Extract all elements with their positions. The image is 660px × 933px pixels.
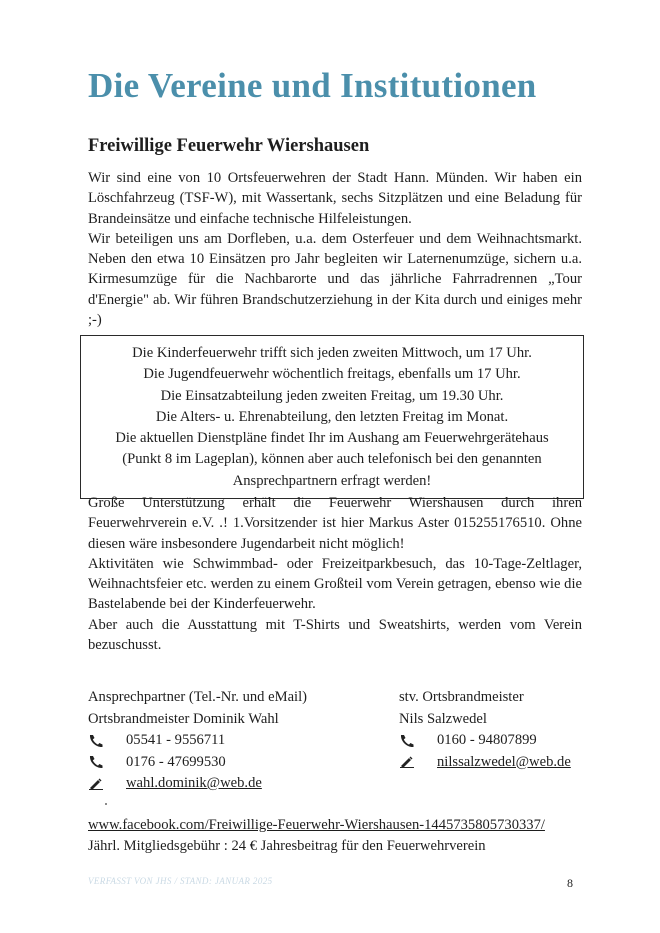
contact-heading: Ansprechpartner (Tel.-Nr. und eMail) xyxy=(88,689,308,705)
intro-paragraph-2: Wir beteiligen uns am Dorfleben, u.a. dem Osterfeuer und dem Weihnachtsmarkt. Neben den etwa 10 Einsätzen pro Jahr begleiten wir Laternenumzüge, sichern u.a. Kirmesumzüge für die Nachbarorte und das jährliche Fahrradrennen „Tour d'Energie" ab. Wir führen Brandschutzerziehung in der Kita durch und einiges mehr ;-) xyxy=(88,230,582,329)
support-text xyxy=(88,493,582,655)
schedule-line: Die Jugendfeuerwehr wöchentlich freitags, ebenfalls um 17 Uhr. xyxy=(143,366,521,383)
schedule-box xyxy=(80,335,584,499)
phone-icon xyxy=(399,734,427,748)
phone-icon xyxy=(88,755,116,769)
support-paragraph-1: Große Unterstützung erhält die Feuerwehr Wiershausen durch ihren Feuerwehrverein e.V. .! 1.Vorsitzender ist hier Markus Aster 01525517651​0. Ohne diesen wäre insbesondere Jugendarbeit nicht möglich! xyxy=(88,495,582,552)
intro-paragraph-1: Wir sind eine von 10 Ortsfeuerwehren der Stadt Hann. Münden. Wir haben ein Löschfahrzeug (TSF-W), mit Wassertank, sechs Sitzplätzen und eine Beladung für Brandeinsätze und einfache technische Hilfeleistungen. xyxy=(88,170,582,227)
schedule-line: Ansprechpartnern erfragt werden! xyxy=(232,472,432,489)
facebook-link[interactable]: www.facebook.com/Freiwillige-Feuerwehr-Wiershausen-1445735805730337/ xyxy=(88,817,545,833)
scan-speck xyxy=(105,803,107,805)
contact-row-phone-2 xyxy=(88,752,368,774)
contact-heading: stv. Ortsbrandmeister xyxy=(399,689,524,705)
phone-icon xyxy=(88,734,116,748)
phone-number: 0160 - 94807899 xyxy=(437,732,537,748)
email-link[interactable]: wahl.dominik@web.de xyxy=(126,775,262,791)
contact-row-email xyxy=(88,773,368,795)
contact-row-phone xyxy=(399,730,599,752)
footer-note: VERFASST VON JHS / STAND: JANUAR 2025 xyxy=(88,876,273,886)
page-number: 8 xyxy=(567,876,573,890)
phone-number: 0176 - 47699530 xyxy=(126,753,226,770)
phone-number: 05541 - 9556711 xyxy=(126,732,226,748)
page-title: Die Vereine und Institutionen xyxy=(88,66,537,105)
schedule-line: Die aktuellen Dienstpläne findet Ihr im Aushang am Feuerwehrgerätehaus xyxy=(115,430,549,447)
contact-row-phone-1 xyxy=(88,730,368,752)
contact-right xyxy=(399,687,599,773)
intro-text xyxy=(88,168,582,330)
pen-icon xyxy=(88,778,116,790)
schedule-line: Die Alters- u. Ehrenabteilung, den letzten Freitag im Monat. xyxy=(155,408,509,425)
support-paragraph-2: Aktivitäten wie Schwimmbad- oder Freizeitparkbesuch, das 10-Tage-Zeltlager, Weihnachtsfeier etc. werden zu einem Großteil vom Verein getragen, ebenso wie die Bastelabende bei der Kinderfeuerwehr. xyxy=(88,555,582,613)
contact-name: Nils Salzwedel xyxy=(399,710,487,727)
schedule-line: (Punkt 8 im Lageplan), können aber auch telefonisch bei den genannten xyxy=(122,451,542,468)
contact-left xyxy=(88,687,368,795)
schedule-line: Die Einsatzabteilung jeden zweiten Freitag, um 19.30 Uhr. xyxy=(160,387,504,404)
email-link[interactable]: nilssalzwedel@web.de xyxy=(437,753,571,770)
support-paragraph-3: Aber auch die Ausstattung mit T-Shirts und Sweatshirts, werden vom Verein bezuschusst. xyxy=(88,616,582,654)
contact-row-email xyxy=(399,752,599,774)
section-title: Freiwillige Feuerwehr Wiershausen xyxy=(88,136,370,156)
schedule-line: Die Kinderfeuerwehr trifft sich jeden zweiten Mittwoch, um 17 Uhr. xyxy=(132,345,532,361)
membership-fee: Jährl. Mitgliedsgebühr : 24 € Jahresbeitrag für den Feuerwehrverein xyxy=(88,838,486,854)
contact-name: Ortsbrandmeister Dominik Wahl xyxy=(88,710,279,727)
pen-icon xyxy=(399,756,427,768)
